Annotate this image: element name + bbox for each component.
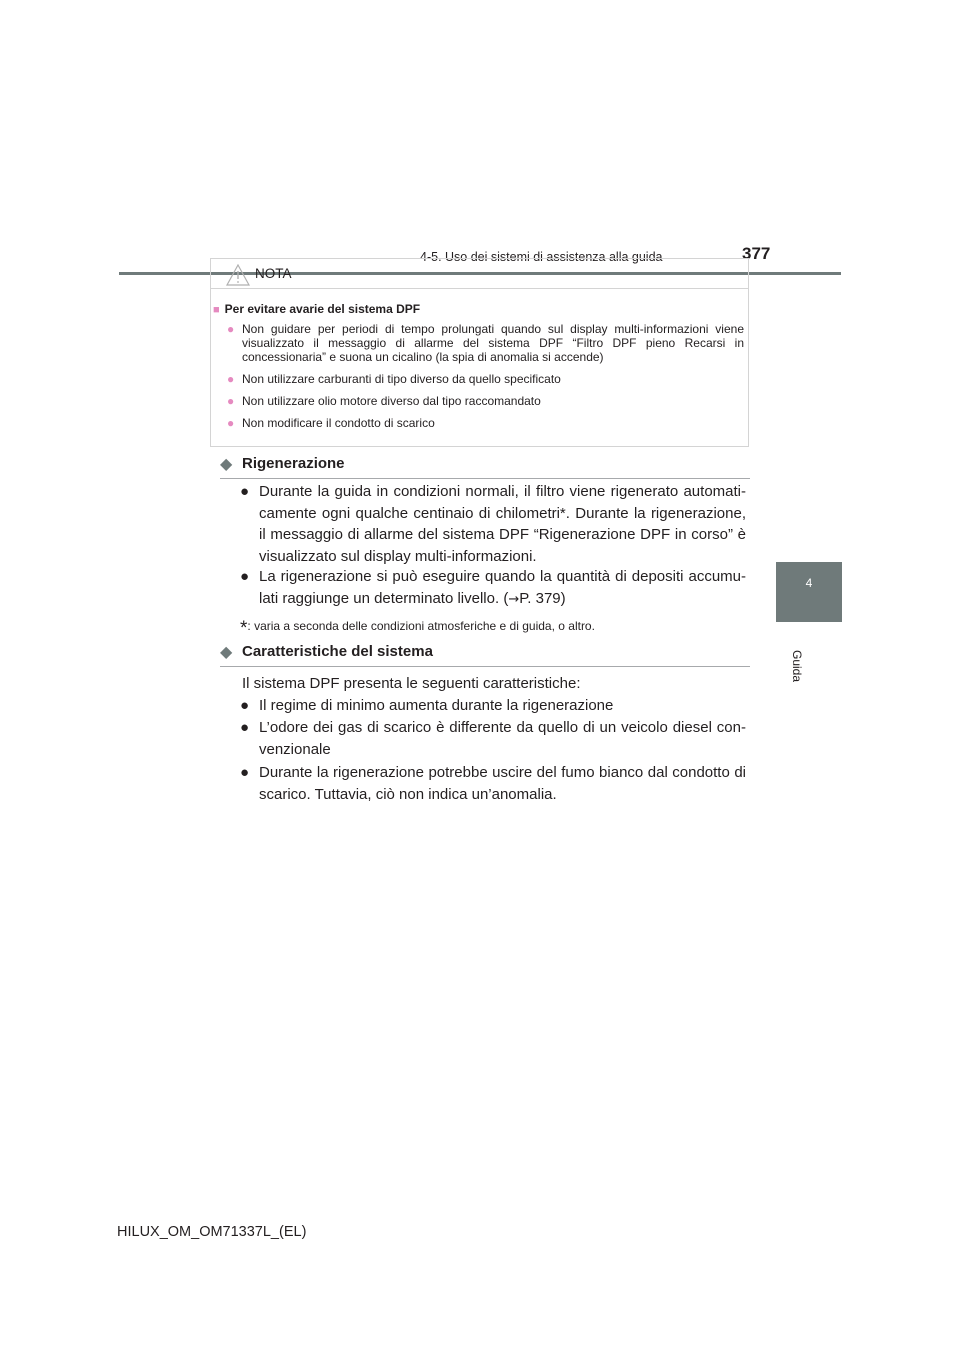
section-heading-text: Caratteristiche del sistema: [242, 643, 433, 660]
bullet-text: Durante la guida in condizioni normali, il filtro viene rigenerato automati-camente ogni qualche centinaio di chilometri*. Durante la rigenerazione, il messaggio di allarme del sistema DPF “Rigenerazione DPF in corso” è visualizzato sul display multi-informazioni.: [259, 483, 746, 565]
bullet-text-wrap: [259, 566, 746, 610]
chapter-tab-label-wrap: [780, 650, 820, 690]
square-bullet-icon: ■: [213, 304, 220, 316]
footnote-star: *: [240, 618, 248, 639]
body-bullet: [240, 717, 746, 760]
diamond-icon: ◆: [220, 456, 233, 473]
note-item-text: Non guidare per periodi di tempo prolungati quando sul display multi-informazioni viene visualizzato il messaggio di allarme del sistema DPF “Filtro DPF pieno Recarsi in concessionaria” e suona un cicalino (la spia di anomalia si accende): [242, 322, 744, 364]
body-bullet: [240, 695, 746, 717]
section-heading-caratteristiche: [220, 642, 750, 667]
dot-bullet-icon: ●: [227, 416, 235, 430]
note-title: NOTA: [255, 266, 292, 281]
section-intro: Il sistema DPF presenta le seguenti caratteristiche:: [242, 675, 581, 692]
header-section-title: 4-5. Uso dei sistemi di assistenza alla guida: [420, 250, 663, 264]
right-arrow-icon: →: [508, 591, 520, 607]
note-section-title: [213, 302, 420, 316]
note-item: [227, 372, 744, 386]
chapter-tab-number: 4: [805, 576, 813, 590]
note-item: [227, 394, 744, 408]
body-bullet: [240, 481, 746, 567]
bullet-text: Durante la rigenerazione potrebbe uscire del fumo bianco dal condotto di scarico. Tuttavia, ciò non indica un’anomalia.: [259, 764, 746, 803]
note-box: [210, 258, 749, 447]
footnote: [240, 614, 595, 639]
bullet-icon: ●: [240, 764, 250, 781]
footnote-text: : varia a seconda delle condizioni atmosferiche e di guida, o altro.: [247, 619, 595, 633]
page-reference: P. 379): [519, 589, 566, 607]
bullet-icon: ●: [240, 719, 250, 736]
note-header: [211, 259, 748, 289]
dot-bullet-icon: ●: [227, 394, 235, 408]
note-item: [227, 416, 744, 430]
document-id: HILUX_OM_OM71337L_(EL): [117, 1224, 307, 1240]
diamond-icon: ◆: [220, 644, 233, 661]
section-heading-rigenerazione: [220, 454, 750, 479]
body-bullet: [240, 566, 746, 610]
bullet-icon: ●: [240, 483, 250, 500]
body-bullet: [240, 762, 746, 805]
bullet-icon: ●: [240, 568, 250, 585]
chapter-tab: [776, 562, 842, 622]
dot-bullet-icon: ●: [227, 322, 235, 336]
bullet-text: Il regime di minimo aumenta durante la rigenerazione: [259, 697, 614, 714]
dot-bullet-icon: ●: [227, 372, 235, 386]
note-section-text: Per evitare avarie del sistema DPF: [224, 302, 421, 316]
bullet-icon: ●: [240, 697, 250, 714]
chapter-tab-label: Guida: [790, 650, 804, 683]
note-item-text: Non utilizzare olio motore diverso dal tipo raccomandato: [242, 394, 541, 408]
section-heading-text: Rigenerazione: [242, 455, 345, 472]
note-item-text: Non modificare il condotto di scarico: [242, 416, 435, 430]
bullet-text: L’odore dei gas di scarico è differente da quello di un veicolo diesel con-venzionale: [259, 719, 746, 758]
warning-triangle-icon: [226, 264, 250, 286]
note-item: [227, 322, 744, 364]
page-number: 377: [742, 244, 771, 263]
bullet-text: La rigenerazione si può eseguire quando la quantità di depositi accumu-lati raggiunge un determinato livello. (: [259, 568, 746, 607]
note-item-text: Non utilizzare carburanti di tipo diverso da quello specificato: [242, 372, 561, 386]
